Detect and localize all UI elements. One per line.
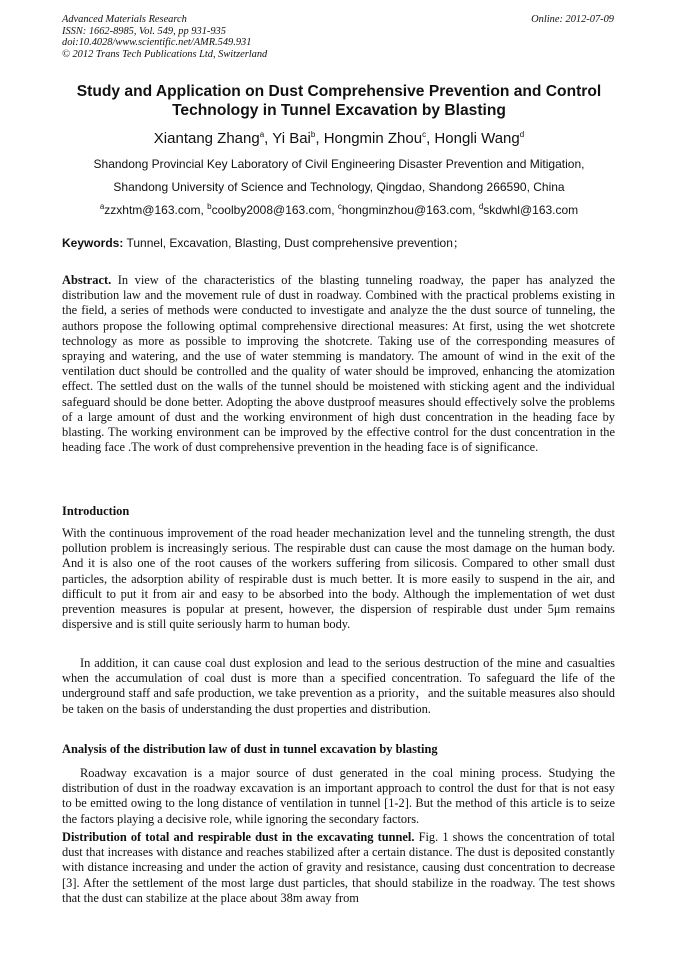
author-mark: d (519, 130, 525, 139)
email-mark: b (207, 202, 212, 211)
doi-line[interactable]: doi:10.4028/www.scientific.net/AMR.549.931 (62, 37, 252, 49)
analysis-paragraph-1: Roadway excavation is a major source of dust generated in the coal mining process. Studying the distribution of dust in the roadway excavation is an important approach to control the dust for that is not easy to be emitted owing to the long distance of ventilation in tunnel [1-2]. But the method of this article is to seize the factors playing a decisive role, while ignoring the secondary factors. (62, 766, 615, 826)
journal-header (62, 14, 614, 60)
author-name: Yi Bai (272, 130, 311, 147)
author-mark: b (310, 130, 316, 139)
keywords-text: Tunnel, Excavation, Blasting, Dust comprehensive prevention； (126, 236, 465, 250)
subsection-heading: Distribution of total and respirable dust in the excavating tunnel. (62, 830, 415, 844)
title-line-2: Technology in Tunnel Excavation by Blasting (172, 102, 506, 119)
keywords-label: Keywords: (62, 236, 124, 250)
author-name: Xiantang Zhang (153, 130, 260, 147)
copyright-line: © 2012 Trans Tech Publications Ltd, Switzerland (62, 48, 268, 60)
author-mark: c (422, 130, 427, 139)
email-mark: a (99, 202, 105, 211)
title-line-1: Study and Application on Dust Comprehensive Prevention and Control (76, 83, 602, 100)
paper-title (40, 82, 638, 120)
keywords (62, 236, 622, 251)
email-mark: d (478, 202, 484, 211)
affiliation-line-2: Shandong University of Science and Technology, Qingdao, Shandong 266590, China (113, 180, 565, 194)
email-address[interactable]: hongminzhou@163.com (341, 203, 473, 217)
abstract-text: In view of the characteristics of the blasting tunneling roadway, the paper has analyzed the distribution law and the movement rule of dust in roadway. Combined with the practical problems existing in the field, a series of methods were conducted to investigate and analyze the the dust source of tunneling, the authors propose the following optimal comprehensive directional measures: At first, using the wet shotcrete technology as more as possible to improving the shotcrete. Taking use of the corresponding measures of spraying and watering, and the use of water stemming is mandatory. The amount of wind in the exit of the ventilation duct should be controlled and the quality of water should be improved, enhancing the atomization effect. The settled dust on the walls of the tunnel should be moistened with sticking agent and the individual safeguard should be done better. Adopting the above dustproof measures should effectively solve the problems of a large amount of dust and the working environment of high dust concentration in the heading face by blasting. The working environment can be improved by the effective control for the dust concentration in the heading face .The work of dust comprehensive prevention in the heading face is of significance. (62, 273, 615, 455)
analysis-paragraph-2-text: Fig. 1 shows the concentration of total dust that increases with distance and reaches stabilized after a certain distance. The dust is deposited constantly with distance increasing and under the action of gravity and resistance, causing dust concentration to decrease [3]. After the settlement of the most large dust particles, that should stabilize in the roadway. The test shows that the dust can stabilize at the place about 38m away from (62, 830, 615, 905)
introduction-paragraph-2: In addition, it can cause coal dust explosion and lead to the serious destruction of the mine and casualties when the accumulation of coal dust is more than a specified concentration. To safeguard the life of the underground staff and safe production, we take prevention as a priority，and the suitable measures also should be taken on the basis of understanding the dust properties and distribution. (62, 656, 615, 716)
email-list: $^a$zzxhtm@163.com, $^b$coolby2008@163.com, $^c$hongminzhou@163.com, $^d$skdwhl@163.com (99, 202, 579, 217)
issn-line: ISSN: 1662-8985, Vol. 549, pp 931-935 (62, 25, 226, 37)
author-list: Xiantang Zhang$^a$, Yi Bai$^b$, Hongmin Zhou$^c$, Hongli Wang$^d$ (153, 130, 525, 147)
author-name: Hongmin Zhou (323, 130, 423, 147)
email-mark: c (337, 202, 342, 211)
abstract (62, 273, 615, 455)
affiliation-line-1: Shandong Provincial Key Laboratory of Civil Engineering Disaster Prevention and Mitigation, (93, 157, 585, 171)
online-date: Online: 2012-07-09 (531, 14, 614, 25)
email-address[interactable]: zzxhtm@163.com (104, 203, 201, 217)
author-mark: a (259, 130, 265, 139)
author-name: Hongli Wang (434, 130, 520, 147)
analysis-paragraph-2 (62, 830, 615, 906)
email-address[interactable]: skdwhl@163.com (483, 203, 579, 217)
introduction-heading: Introduction (62, 504, 130, 518)
analysis-heading: Analysis of the distribution law of dust in tunnel excavation by blasting (62, 742, 438, 756)
abstract-label: Abstract. (62, 273, 112, 287)
email-address[interactable]: coolby2008@163.com (211, 203, 332, 217)
introduction-paragraph-1: With the continuous improvement of the road header mechanization level and the tunneling strength, the dust pollution problem is increasingly serious. The respirable dust can cause the most damage on the human body. And it is also one of the root causes of the workers suffering from silicosis. Compared to other small dust particles, the adsorption ability of respirable dust is much better. It is more easily to suspend in the air, and difficult to put it from air and easy to be absorbed into the body. Although the implementation of wet dust prevention measures is popular at present, however, the dispersion of respirable dust under 5μm remains dispersive and is still quite seriously harm to human body. (62, 526, 615, 632)
journal-name: Advanced Materials Research (62, 14, 187, 25)
